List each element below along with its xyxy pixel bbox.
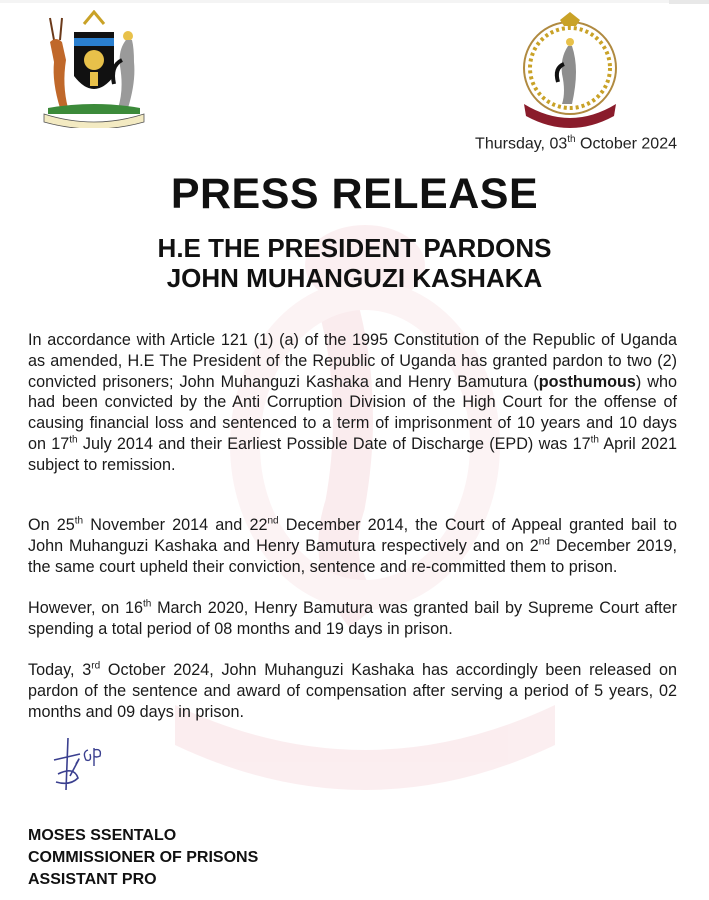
paragraph-bail: However, on 16th March 2020, Henry Bamutura was granted bail by Supreme Court after spending a total period of 08 months and 19 days in prison.: [28, 598, 677, 638]
handwritten-signature: [40, 730, 120, 800]
signatory-block: [28, 825, 258, 891]
uganda-prisons-logo: [514, 12, 626, 130]
paragraph-appeal: On 25th November 2014 and 22nd December 2014, the Court of Appeal granted bail to John Muhanguzi Kashaka and Henry Bamutura respectively and on 2nd December 2019, the same court upheld their conviction, sentence and re-committed them to prison.: [28, 515, 678, 576]
signatory-role: ASSISTANT PRO: [28, 871, 157, 888]
headline-line-2: JOHN MUHANGUZI KASHAKA: [166, 263, 543, 293]
page-top-edge: [0, 0, 709, 3]
paragraph-pardon: In accordance with Article 121 (1) (a) of the 1995 Constitution of the Republic of Uganda as amended, H.E The President of the Republic of Uganda has granted pardon to two (2) convicted prisoners; John Muhanguzi Kashaka and Henry Bamutura (posthumous) who had been convicted by the Anti Corruption Division of the High Court for the offense of causing financial loss and sentenced to a term of imprisonment of 10 years and 10 days on 17th July 2014 and their Earliest Possible Date of Discharge (EPD) was 17th April 2021 subject to remission.: [28, 331, 678, 474]
signatory-name: MOSES SSENTALO: [28, 827, 177, 844]
release-date: Thursday, 03th October 2024: [475, 134, 677, 153]
signatory-title: COMMISSIONER OF PRISONS: [28, 849, 259, 866]
page-title: PRESS RELEASE: [170, 170, 539, 218]
headline: [0, 233, 709, 293]
page-corner-mark: [669, 0, 709, 4]
paragraph-release: Today, 3rd October 2024, John Muhanguzi Kashaka has accordingly been released on pardon of the sentence and award of compensation after serving a period of 5 years, 02 months and 09 days in prison.: [28, 660, 677, 721]
uganda-coat-of-arms: [40, 10, 148, 128]
headline-line-1: H.E THE PRESIDENT PARDONS: [157, 233, 552, 263]
